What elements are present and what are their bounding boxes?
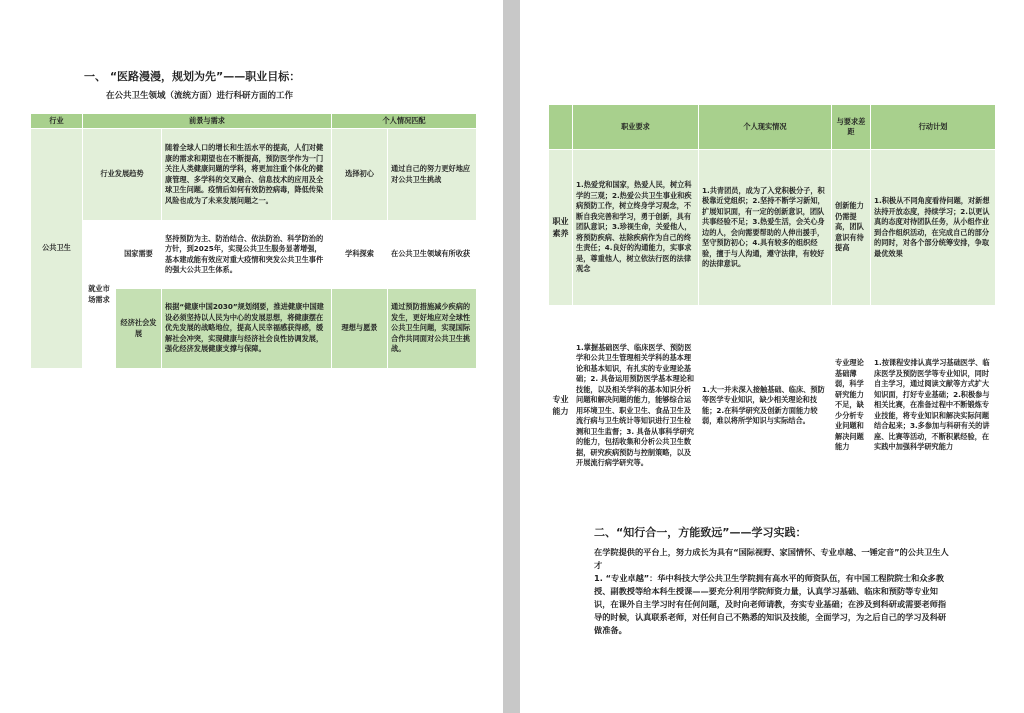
section-subtitle: 在公共卫生领域（流统方面）进行科研方面的工作 [106,91,294,101]
header-requirement: 职业要求 [573,105,699,150]
header-gap: 与要求差距 [832,105,871,150]
requirement-professional: 1.掌握基础医学、临床医学、预防医学和公共卫生管理相关学科的基本理论和基本知识，有扎实的专业理论基础；2. 具备运用预防医学基本理论和技能，以及相关学科的基本知识分析问题和解决问题的能力，能够综合运用环境卫生、职业卫生、食品卫生及流行病与卫生统计等知识进行卫生检测和卫生监督；3. 具备从事科学研究的能力，包括收集和分析公共卫生数据，研究疾病预防与控制策略，以及开展流行病学研究等。 [573,306,699,506]
section-title-2: 二、“知行合一，方能致远”——学习实践： [594,526,807,539]
reality-professional: 1.大一并未深入接触基础、临床、预防等医学专业知识，缺少相关理论和技能；2.在科学研究及创新方面能力较弱，难以将所学知识与实际结合。 [699,306,832,506]
match-text-1: 通过自己的努力更好地应对公共卫生挑战 [388,129,477,221]
reality-literacy: 1.共青团员，成为了入党积极分子，积极靠近党组织；2.坚持不断学习新知，扩展知识面，有一定的创新意识，团队共事经验不足；3.热爱生活，会关心身边的人，会向需要帮助的人伸出援手，坚守预防初心；4.具有较多的组织经验，擅于与人沟通，遵守法律，有较好的法律意识。 [699,150,832,306]
market-label: 就业市场需求 [83,221,116,369]
header-prospects: 前景与需求 [83,114,332,129]
page-gutter [503,0,520,713]
section-title-1: 一、 “医路漫漫，规划为先”——职业目标： [84,70,301,83]
match-label-2: 学科探索 [332,221,388,289]
match-label-3: 理想与愿景 [332,289,388,369]
header-plan: 行动计划 [871,105,996,150]
career-goal-table [30,113,477,369]
match-text-3: 通过预防措施减少疾病的发生，更好地应对全球性公共卫生问题，实现国际合作共同面对公共卫生挑战。 [388,289,477,369]
gap-literacy: 创新能力仍需提高，团队意识有待提高 [832,150,871,306]
category-professional: 专业能力 [549,306,573,506]
header-reality: 个人现实情况 [699,105,832,150]
plan-professional: 1.按课程安排认真学习基础医学、临床医学及预防医学等专业知识，同时自主学习，通过阅读文献等方式扩大知识面，打好专业基础；2.积极参与相关比赛，在准备过程中不断锻炼专业技能，将专业知识和解决实际问题结合起来；3.多参加与科研有关的讲座、比赛等活动，不断积累经验，在实践中加强科学研究能力 [871,306,996,506]
requirement-literacy: 1.热爱党和国家，热爱人民，树立科学的三观；2.热爱公共卫生事业和疾病预防工作，树立终身学习观念，不断自我完善和学习，勇于创新，具有团队意识；3.珍视生命，关爱他人，将预防疾病、祛除疾病作为自己的终生责任；4.良好的沟通能力，实事求是，尊重他人，树立依法行医的法律观念 [573,150,699,306]
category-literacy: 职业素养 [549,150,573,306]
action-plan-table [548,104,996,506]
header-industry: 行业 [31,114,83,129]
header-corner [549,105,573,150]
header-personal-match: 个人情况匹配 [332,114,477,129]
national-need-text: 坚持预防为主、防治结合、依法防治、科学防治的方针，到2025年，实现公共卫生服务显著增强，基本建成能有效应对重大疫情和突发公共卫生事件的强大公共卫生体系。 [162,221,332,289]
match-text-2: 在公共卫生领域有所收获 [388,221,477,289]
section-intro: 在学院提供的平台上，努力成长为具有“国际视野、家国情怀、专业卓越、一锤定音”的公共卫生人才 [594,547,949,570]
match-label-1: 选择初心 [332,129,388,221]
economy-label: 经济社会发展 [116,289,162,369]
trend-label: 行业发展趋势 [83,129,162,221]
economy-text: 根据“健康中国2030”规划纲要，推进健康中国建设必须坚持以人民为中心的发展思想，将健康摆在优先发展的战略地位，提高人民幸福感获得感，缓解社会冲突，实现健康与经济社会良性协调发展，强化经济发展健康支撑与保障。 [162,289,332,369]
plan-literacy: 1.积极从不同角度看待问题，对新想法持开放态度，持续学习；2.以更认真的态度对待团队任务，从小组作业到合作组织活动，在完成自己的部分的同时，对各个部分统筹安排，争取最优效果 [871,150,996,306]
gap-professional: 专业理论基础薄弱，科学研究能力不足，缺少分析专业问题和解决问题能力 [832,306,871,506]
left-page [0,0,503,713]
right-page [520,0,1024,713]
industry-cell: 公共卫生 [31,129,83,369]
practice-item-1: 1. “专业卓越”：华中科技大学公共卫生学院拥有高水平的师资队伍，有中国工程院院士和众多教授、副教授等给本科生授课——要充分利用学院师资力量，认真学习基础、临床和预防等专业知识，在课外自主学习时有任何问题，及时向老师请教，夯实专业基础；在涉及到科研或需要老师指导的时候，认真联系老师，对任何自己不熟悉的知识及技能，全面学习，为之后自己的学习及科研做准备。 [594,573,947,635]
trend-text: 随着全球人口的增长和生活水平的提高，人们对健康的需求和期望也在不断提高，预防医学作为一门关注人类健康问题的学科，将更加注重个体化的健康管理、多学科的交叉融合、信息技术的应用及全球卫生问题。疫情后如何有效防控病毒，降低传染风险也成为了未来发展问题之一。 [162,129,332,221]
national-need-label: 国家需要 [116,221,162,289]
